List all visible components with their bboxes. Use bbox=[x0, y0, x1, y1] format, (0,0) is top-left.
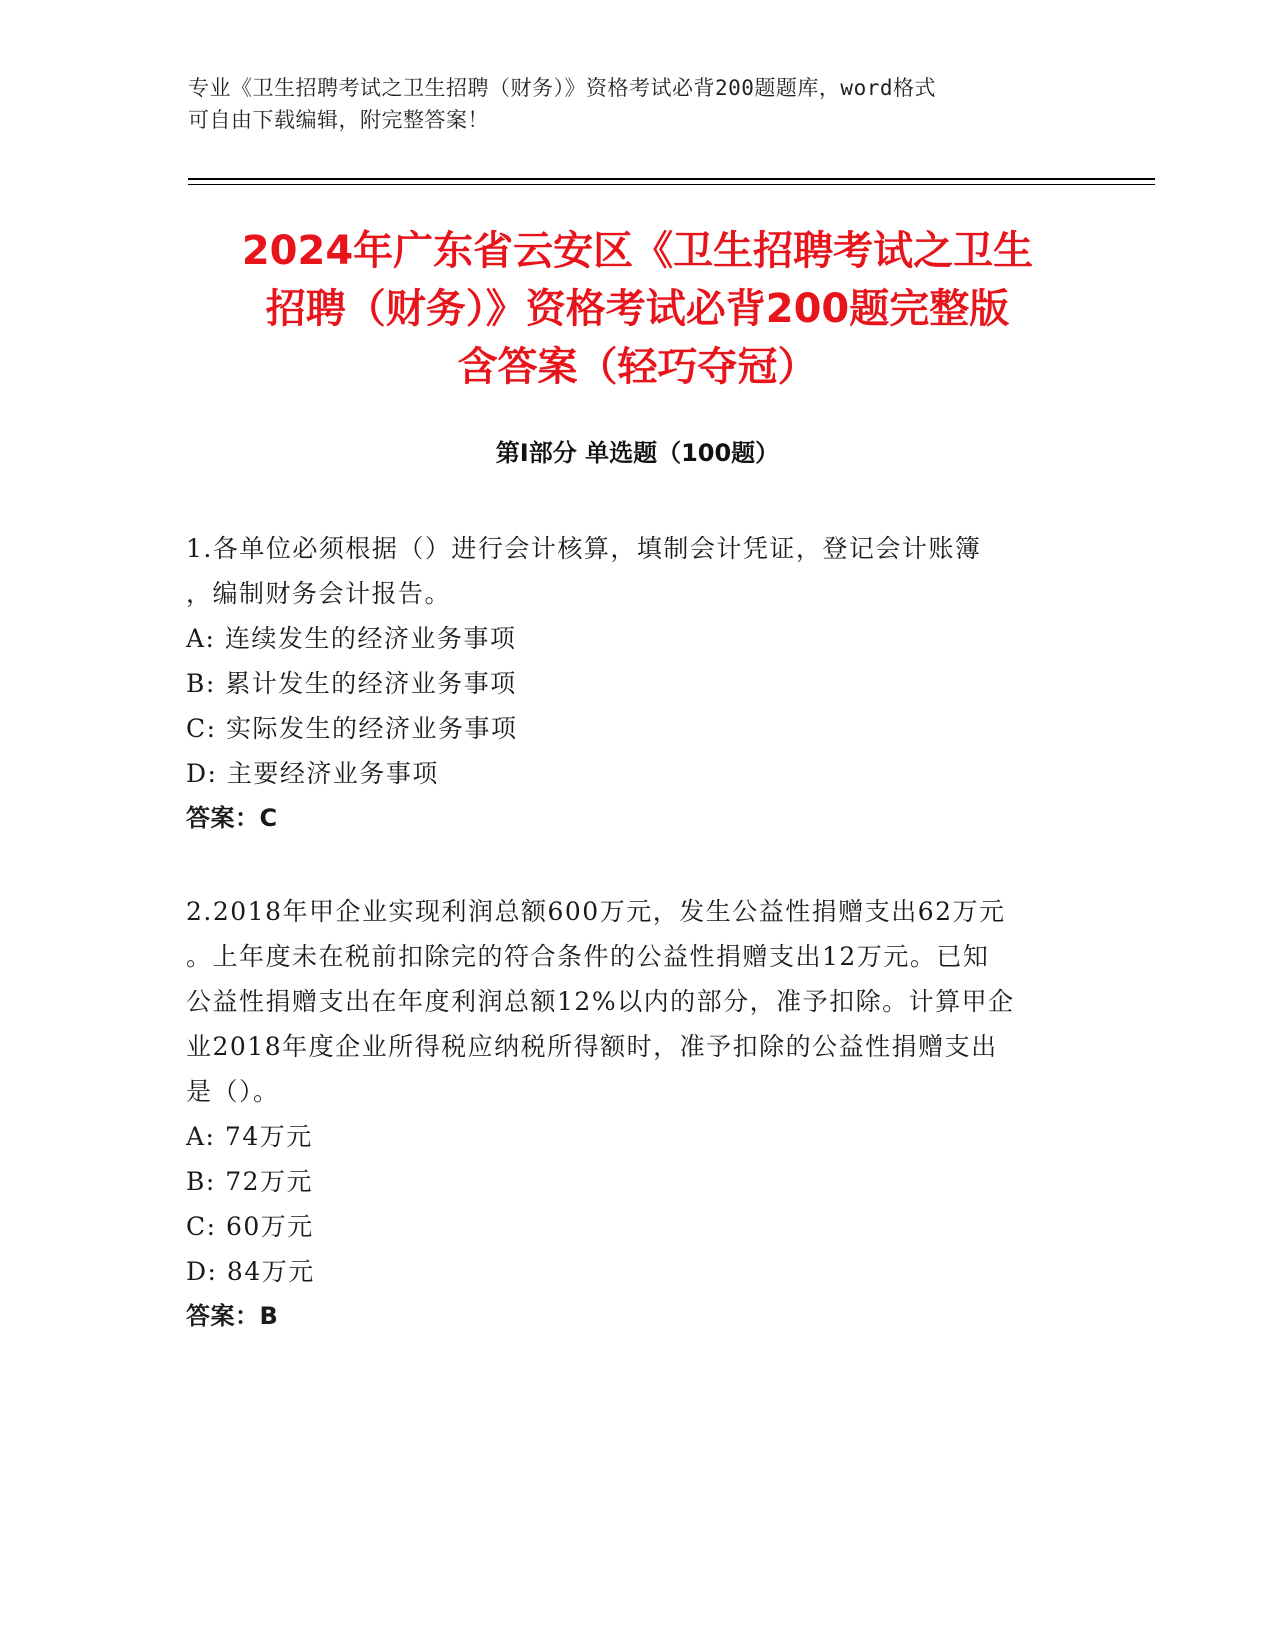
option-c: C: 60万元 bbox=[186, 1212, 314, 1241]
header-note-line: 可自由下载编辑，附完整答案！ bbox=[188, 108, 489, 132]
answer-line: 答案：B bbox=[186, 1302, 279, 1330]
question-stem-line: 1.各单位必须根据（）进行会计核算，填制会计凭证，登记会计账簿 bbox=[186, 534, 982, 563]
question-stem-line: 2.2018年甲企业实现利润总额600万元，发生公益性捐赠支出62万元 bbox=[186, 897, 1006, 926]
option-b: B: 72万元 bbox=[186, 1167, 314, 1196]
header-rule bbox=[188, 178, 1155, 180]
question-stem-line: ，编制财务会计报告。 bbox=[186, 579, 452, 608]
option-d: D: 84万元 bbox=[186, 1257, 315, 1286]
question-block bbox=[186, 526, 1086, 841]
title-line: 招聘（财务）》资格考试必背200题完整版 bbox=[265, 286, 1010, 332]
option-a: A: 连续发生的经济业务事项 bbox=[186, 624, 517, 653]
option-c: C: 实际发生的经济业务事项 bbox=[186, 714, 518, 743]
option-b: B: 累计发生的经济业务事项 bbox=[186, 669, 517, 698]
question-stem-line: 公益性捐赠支出在年度利润总额12%以内的部分，准予扣除。计算甲企 bbox=[186, 987, 1015, 1016]
question-block bbox=[186, 889, 1086, 1339]
option-d: D: 主要经济业务事项 bbox=[186, 759, 439, 788]
document-title bbox=[150, 222, 1125, 396]
question-stem-line: 业2018年度企业所得税应纳税所得额时，准予扣除的公益性捐赠支出 bbox=[186, 1032, 998, 1061]
option-a: A: 74万元 bbox=[186, 1122, 313, 1151]
question-stem-line: 。上年度未在税前扣除完的符合条件的公益性捐赠支出12万元。已知 bbox=[186, 942, 990, 971]
title-line: 含答案（轻巧夺冠） bbox=[457, 344, 818, 390]
header-note bbox=[188, 72, 1068, 136]
header-rule-thin bbox=[188, 184, 1155, 185]
answer-line: 答案：C bbox=[186, 804, 278, 832]
question-stem-line: 是（）。 bbox=[186, 1077, 280, 1106]
title-line: 2024年广东省云安区《卫生招聘考试之卫生 bbox=[241, 228, 1034, 274]
header-note-line: 专业《卫生招聘考试之卫生招聘（财务）》资格考试必背200题题库，word格式 bbox=[188, 76, 936, 100]
section-title: 第Ⅰ部分 单选题（100题） bbox=[495, 439, 780, 467]
